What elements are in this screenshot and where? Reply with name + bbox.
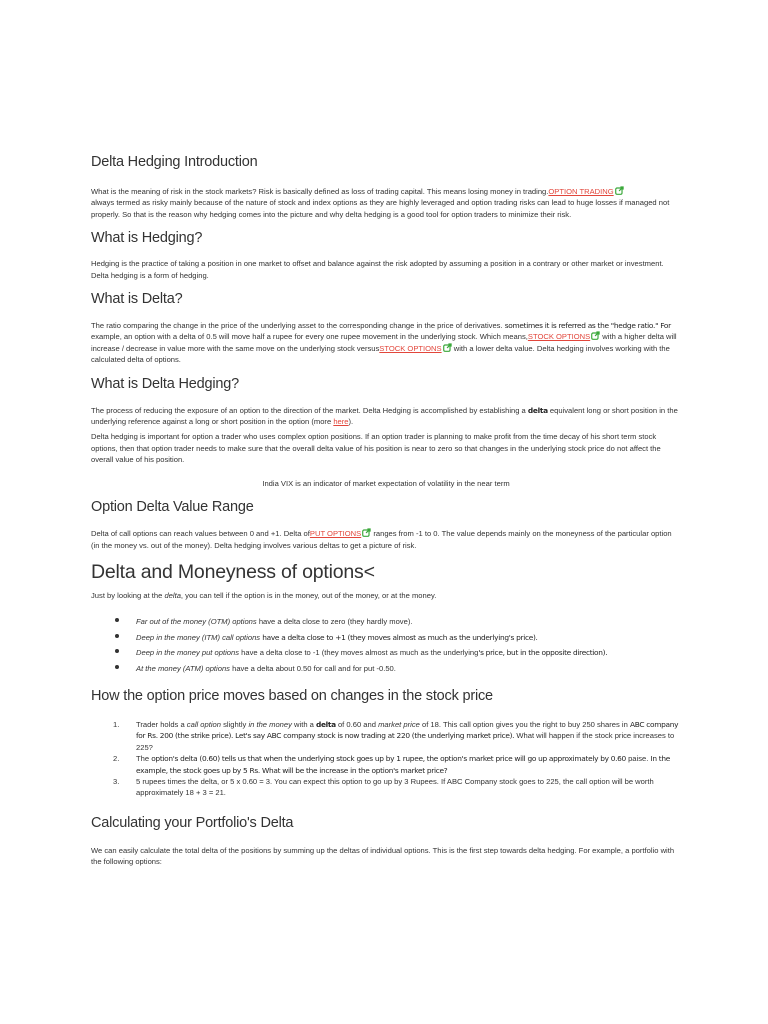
bullet-dot — [115, 634, 119, 638]
heading-delta-hedging-introduction: Delta Hedging Introduction — [91, 154, 258, 170]
option-trading-link[interactable]: OPTION TRADING — [548, 187, 614, 196]
intro-paragraph: What is the meaning of risk in the stock markets? Risk is basically defined as loss of trading capital. This means losing money in trading.OPTION TRADING always termed as risky mainly because of the nature of stock and index options as they are highly leveraged and option trading risks can lead to huge losses if managed not properly. So that is the reason why hedging comes into the picture and why delta hedging is a good tool for option traders to minimize their risk. — [91, 187, 670, 219]
range-paragraph: Delta of call options can reach values between 0 and +1. Delta ofPUT OPTIONS ranges from -1 to 0. The value depends mainly on the moneyness of the particular option (in the money vs. out of the money). Delta hedging involves various deltas to get a picture of risk. — [91, 529, 672, 550]
external-link-icon[interactable] — [362, 528, 371, 537]
bullet-dot — [115, 618, 119, 622]
put-options-link[interactable]: PUT OPTIONS — [309, 529, 362, 539]
delta-paragraph: The ratio comparing the change in the price of the underlying asset to the corresponding change in the price of derivatives. sometimes it is referred as the "hedge ratio." For example, an option with a delta of 0.5 will move half a rupee for every one rupee movement in the underlying stock. Which means,STOCK OPTIONS with a higher delta will increase / decrease in value more with the same move on the underlying stock versusSTOCK OPTIONS with a lower delta value. Delta hedging involves working with the calculated delta of options. — [91, 321, 677, 365]
heading-calculating-portfolio-delta: Calculating your Portfolio's Delta — [91, 814, 294, 831]
moneyness-bullet-list — [91, 616, 681, 674]
external-link-icon[interactable] — [615, 186, 624, 195]
list-item: Far out of the money (OTM) options have a delta close to zero (they hardly move). — [91, 616, 681, 627]
list-item: 2. The option's delta (0.60) tells us that when the underlying stock goes up by 1 rupee, the option's market price will go up approximately by 0.60 paise. In the example, the stock goes up by 5 Rs. What will be the increase in the option's market price? — [113, 754, 670, 775]
external-link-icon[interactable] — [591, 331, 600, 340]
heading-what-is-hedging: What is Hedging? — [91, 230, 203, 247]
delta-hedging-paragraph-1: The process of reducing the exposure of an option to the direction of the market. Delta Hedging is accomplished by establishing a delta equivalent long or short position in the underlying reference against a long or short position in the option (more here). — [91, 405, 678, 427]
delta-hedging-paragraph-2: Delta hedging is important for option a trader who uses complex option positions. If an option trader is planning to make profit from the time decay of his short term stock options, then that option trader needs to make sure that the overall delta value of his position is near to zero so that changes in the underlying stock price do not affect the overall value of his position. — [91, 432, 661, 465]
stock-options-link-2[interactable]: STOCK OPTIONS — [379, 343, 442, 353]
list-item: At the money (ATM) options have a delta about 0.50 for call and for put -0.50. — [91, 663, 681, 674]
list-item: 1. Trader holds a call option slightly in the money with a delta of 0.60 and market price of 18. This call option gives you the right to buy 250 shares in ABC company for Rs. 200 (the strike price). Let's say ABC company stock is now trading at 220 (the underlying market price). What will happen if the stock price increases to 225? — [113, 719, 679, 752]
here-link[interactable]: here — [333, 417, 349, 427]
moneyness-paragraph: Just by looking at the delta, you can tell if the option is in the money, out of the money, or at the money. — [91, 590, 437, 600]
list-item: Deep in the money (ITM) call options have a delta close to +1 (they moves almost as much as the underlying's price). — [91, 632, 681, 643]
heading-what-is-delta-hedging: What is Delta Hedging? — [91, 375, 239, 392]
price-moves-numbered-list — [91, 719, 681, 799]
heading-how-option-price-moves: How the option price moves based on changes in the stock price — [91, 687, 493, 704]
portfolio-paragraph: We can easily calculate the total delta of the positions by summing up the deltas of individual options. This is the first step towards delta hedging. For example, a portfolio with the following options: — [91, 845, 675, 867]
external-link-icon[interactable] — [443, 343, 452, 352]
stock-options-link-1[interactable]: STOCK OPTIONS — [527, 332, 591, 342]
heading-what-is-delta: What is Delta? — [91, 291, 183, 308]
bullet-dot — [115, 665, 119, 669]
bullet-dot — [115, 649, 119, 653]
document-page — [91, 150, 681, 868]
hedging-paragraph: Hedging is the practice of taking a position in one market to offset and balance against the risk adopted by assuming a position in a contrary or other market or investment. Delta hedging is a form of hedging. — [91, 259, 664, 280]
list-item: Deep in the money put options have a delta close to -1 (they moves almost as much as the underlying's price, but in the opposite direction). — [91, 647, 681, 658]
list-item: 3. 5 rupees times the delta, or 5 x 0.60 = 3. You can expect this option to go up by 3 Rupees. If ABC Company stock goes to 225, the call option will be worth approximately 18 + 3 = 21. — [113, 776, 654, 798]
heading-option-delta-value-range: Option Delta Value Range — [91, 499, 254, 516]
heading-delta-and-moneyness: Delta and Moneyness of options< — [91, 560, 375, 583]
india-vix-caption: India VIX is an indicator of market expectation of volatility in the near term — [262, 478, 510, 488]
